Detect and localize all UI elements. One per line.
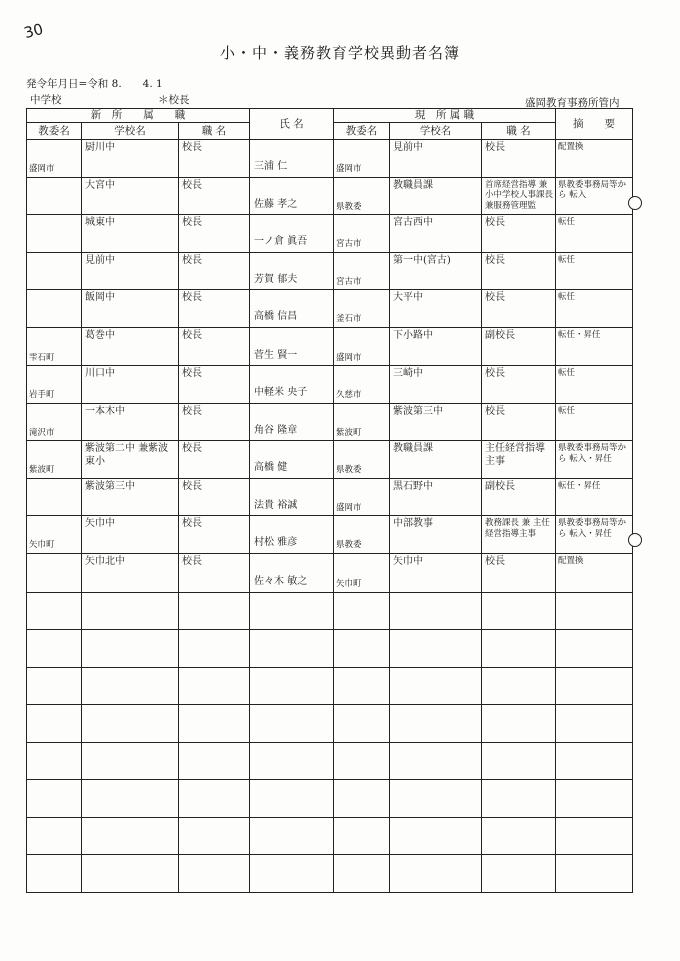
current-board-cell-text: 盛岡市 xyxy=(336,164,362,175)
current-position-cell xyxy=(482,327,556,366)
blank-table-row xyxy=(27,742,633,780)
remarks-cell-text: 県教委事務局等から 転入・昇任 xyxy=(558,443,627,465)
remarks-cell xyxy=(556,366,633,404)
table-row xyxy=(27,140,633,178)
new-school-cell xyxy=(82,327,179,366)
blank-cell xyxy=(390,592,482,630)
blank-table-row xyxy=(27,705,633,743)
blank-cell xyxy=(250,592,334,630)
school-level-label: 中学校 xyxy=(30,94,62,106)
new-position-cell-text: 校長 xyxy=(182,368,202,380)
new-school-cell xyxy=(82,177,179,215)
new-position-cell-text: 校長 xyxy=(182,555,202,567)
current-board-cell xyxy=(334,327,390,366)
remarks-cell-text: 転任 xyxy=(558,254,576,265)
current-school-cell xyxy=(390,140,482,178)
new-position-cell xyxy=(179,516,250,554)
header-new-position: 職 名 xyxy=(179,123,250,140)
person-name-cell-text: 角谷 隆章 xyxy=(254,424,298,436)
table-row xyxy=(27,215,633,253)
header-current-assignment: 現 所 属 職 xyxy=(334,109,556,123)
blank-cell xyxy=(179,667,250,705)
current-position-cell-text: 校長 xyxy=(485,292,506,304)
person-name-cell xyxy=(250,403,334,441)
current-board-cell-text: 宮古市 xyxy=(336,276,362,287)
blank-cell xyxy=(556,817,633,855)
remarks-cell xyxy=(556,215,633,253)
new-school-cell-text: 川口中 xyxy=(85,368,115,380)
current-school-cell-text: 三崎中 xyxy=(393,368,424,380)
current-board-cell-text: 釜石市 xyxy=(336,314,362,325)
blank-cell xyxy=(250,855,334,893)
new-board-cell xyxy=(27,177,82,215)
table-row xyxy=(27,327,633,366)
blank-cell xyxy=(82,742,179,780)
current-board-cell xyxy=(334,516,390,554)
blank-cell xyxy=(556,630,633,668)
table-row xyxy=(27,403,633,441)
current-position-cell xyxy=(482,441,556,479)
person-name-cell xyxy=(250,553,334,592)
blank-cell xyxy=(82,592,179,630)
blank-cell xyxy=(250,705,334,743)
current-school-cell-text: 第一中(宮古) xyxy=(393,254,451,266)
new-board-cell xyxy=(27,140,82,178)
new-board-cell-text: 紫波町 xyxy=(29,465,55,476)
blank-cell xyxy=(556,742,633,780)
new-school-cell-text: 矢巾中 xyxy=(85,518,115,530)
person-name-cell xyxy=(250,516,334,554)
blank-cell xyxy=(482,855,556,893)
current-board-cell xyxy=(334,403,390,441)
new-school-cell xyxy=(82,516,179,554)
remarks-cell xyxy=(556,403,633,441)
table-row xyxy=(27,478,633,516)
new-school-cell-text: 大宮中 xyxy=(85,179,115,191)
person-name-cell xyxy=(250,327,334,366)
new-school-cell-text: 一本木中 xyxy=(85,405,125,417)
current-position-cell xyxy=(482,516,556,554)
new-school-cell-text: 葛巻中 xyxy=(85,329,115,341)
person-name-cell-text: 高橋 信昌 xyxy=(254,311,298,323)
blank-cell xyxy=(390,630,482,668)
current-position-cell-text: 主任経営指導主事 xyxy=(485,443,546,467)
blank-cell xyxy=(334,742,390,780)
blank-cell xyxy=(556,667,633,705)
current-board-cell xyxy=(334,177,390,215)
new-board-cell-text: 雫石町 xyxy=(29,352,55,363)
table-row xyxy=(27,553,633,592)
page-number-mark: 30 xyxy=(21,19,46,43)
current-school-cell xyxy=(390,290,482,328)
new-school-cell-text: 紫波第三中 xyxy=(85,480,135,492)
current-school-cell xyxy=(390,441,482,479)
new-school-cell xyxy=(82,215,179,253)
current-board-cell-text: 県教委 xyxy=(336,465,362,476)
new-school-cell xyxy=(82,366,179,404)
header-remarks: 摘 要 xyxy=(556,109,633,140)
blank-cell xyxy=(390,742,482,780)
remarks-cell xyxy=(556,478,633,516)
blank-cell xyxy=(482,667,556,705)
remarks-cell xyxy=(556,140,633,178)
new-board-cell xyxy=(27,553,82,592)
new-position-cell-text: 校長 xyxy=(182,292,202,304)
person-name-cell xyxy=(250,478,334,516)
current-position-cell xyxy=(482,553,556,592)
blank-cell xyxy=(179,742,250,780)
current-school-cell xyxy=(390,478,482,516)
current-school-cell-text: 見前中 xyxy=(393,142,424,154)
new-position-cell xyxy=(179,441,250,479)
current-school-cell xyxy=(390,252,482,290)
blank-cell xyxy=(82,630,179,668)
blank-table-row xyxy=(27,780,633,818)
current-school-cell-text: 宮古西中 xyxy=(393,217,434,229)
blank-cell xyxy=(556,780,633,818)
current-school-cell xyxy=(390,366,482,404)
remarks-cell-text: 転任 xyxy=(558,217,576,228)
blank-cell xyxy=(250,667,334,705)
office-label: 盛岡教育事務所管内 xyxy=(525,97,620,109)
new-position-cell xyxy=(179,177,250,215)
new-position-cell xyxy=(179,290,250,328)
remarks-cell xyxy=(556,177,633,215)
person-name-cell xyxy=(250,215,334,253)
remarks-cell xyxy=(556,516,633,554)
new-position-cell-text: 校長 xyxy=(182,142,202,154)
current-position-cell-text: 教務課長 兼 主任経営指導主事 xyxy=(485,518,550,540)
blank-cell xyxy=(179,855,250,893)
current-board-cell-text: 盛岡市 xyxy=(336,502,362,513)
table-row xyxy=(27,366,633,404)
current-school-cell xyxy=(390,553,482,592)
remarks-cell xyxy=(556,553,633,592)
current-position-cell xyxy=(482,252,556,290)
header-new-assignment: 新 所 属 職 xyxy=(27,109,250,123)
new-school-cell-text: 矢巾北中 xyxy=(85,555,125,567)
blank-cell xyxy=(82,780,179,818)
person-name-cell-text: 村松 雅彦 xyxy=(254,537,298,549)
new-position-cell-text: 校長 xyxy=(182,217,202,229)
blank-table-row xyxy=(27,817,633,855)
blank-cell xyxy=(250,742,334,780)
new-school-cell-text: 飯岡中 xyxy=(85,292,115,304)
person-name-cell-text: 菅生 賢一 xyxy=(254,349,298,361)
remarks-cell-text: 県教委事務局等から 転入 xyxy=(558,179,627,201)
blank-cell xyxy=(27,742,82,780)
blank-cell xyxy=(482,817,556,855)
current-position-cell xyxy=(482,366,556,404)
header-current-school: 学校名 xyxy=(390,123,482,140)
blank-cell xyxy=(82,817,179,855)
blank-cell xyxy=(27,630,82,668)
new-school-cell-text: 見前中 xyxy=(85,254,115,266)
person-name-cell-text: 中軽米 央子 xyxy=(254,387,308,399)
blank-cell xyxy=(482,630,556,668)
current-school-cell-text: 矢巾中 xyxy=(393,555,424,567)
new-school-cell xyxy=(82,252,179,290)
blank-cell xyxy=(27,705,82,743)
person-name-cell xyxy=(250,290,334,328)
new-position-cell-text: 校長 xyxy=(182,179,202,191)
header-current-position: 職 名 xyxy=(482,123,556,140)
blank-table-row xyxy=(27,630,633,668)
blank-cell xyxy=(179,817,250,855)
blank-cell xyxy=(334,630,390,668)
new-school-cell-text: 城東中 xyxy=(85,217,115,229)
blank-cell xyxy=(82,855,179,893)
remarks-cell-text: 転任 xyxy=(558,368,576,379)
blank-cell xyxy=(556,855,633,893)
blank-cell xyxy=(482,742,556,780)
blank-cell xyxy=(334,817,390,855)
person-name-cell xyxy=(250,252,334,290)
current-school-cell-text: 教職員課 xyxy=(393,179,434,191)
current-board-cell xyxy=(334,252,390,290)
current-school-cell-text: 教職員課 xyxy=(393,443,434,455)
new-position-cell-text: 校長 xyxy=(182,329,202,341)
new-position-cell-text: 校長 xyxy=(182,518,202,530)
blank-cell xyxy=(250,780,334,818)
person-name-cell-text: 一ノ倉 眞吾 xyxy=(254,236,308,248)
blank-cell xyxy=(334,855,390,893)
blank-cell xyxy=(482,592,556,630)
blank-cell xyxy=(27,780,82,818)
current-board-cell-text: 矢巾町 xyxy=(336,578,362,589)
new-board-cell-text: 岩手町 xyxy=(29,390,55,401)
new-position-cell-text: 校長 xyxy=(182,480,202,492)
blank-table-row xyxy=(27,667,633,705)
current-position-cell-text: 校長 xyxy=(485,217,506,229)
remarks-cell xyxy=(556,441,633,479)
blank-cell xyxy=(390,780,482,818)
new-board-cell xyxy=(27,478,82,516)
new-position-cell xyxy=(179,252,250,290)
new-school-cell xyxy=(82,553,179,592)
current-board-cell-text: 県教委 xyxy=(336,201,362,212)
remarks-cell xyxy=(556,327,633,366)
blank-cell xyxy=(250,630,334,668)
table-row xyxy=(27,252,633,290)
blank-cell xyxy=(27,855,82,893)
current-school-cell xyxy=(390,403,482,441)
new-board-cell-text: 盛岡市 xyxy=(29,164,55,175)
person-name-cell-text: 法貴 裕誠 xyxy=(254,499,298,511)
current-school-cell xyxy=(390,215,482,253)
new-board-cell xyxy=(27,441,82,479)
blank-cell xyxy=(390,855,482,893)
current-school-cell xyxy=(390,516,482,554)
current-school-cell-text: 中部教事 xyxy=(393,518,434,530)
new-board-cell xyxy=(27,290,82,328)
new-position-cell-text: 校長 xyxy=(182,443,202,455)
current-board-cell xyxy=(334,441,390,479)
new-board-cell xyxy=(27,516,82,554)
current-school-cell xyxy=(390,177,482,215)
current-school-cell-text: 下小路中 xyxy=(393,329,434,341)
blank-cell xyxy=(179,592,250,630)
new-school-cell xyxy=(82,441,179,479)
current-position-cell-text: 校長 xyxy=(485,254,506,266)
blank-cell xyxy=(556,592,633,630)
blank-cell xyxy=(334,780,390,818)
current-board-cell-text: 宮古市 xyxy=(336,239,362,250)
remarks-cell-text: 転任 xyxy=(558,405,576,416)
current-position-cell xyxy=(482,290,556,328)
blank-cell xyxy=(179,780,250,818)
issue-date: 発令年月日=令和 8. 4. 1 xyxy=(26,78,163,90)
new-position-cell xyxy=(179,215,250,253)
position-note: ＊校長 xyxy=(158,94,190,106)
new-position-cell xyxy=(179,366,250,404)
current-board-cell xyxy=(334,215,390,253)
person-name-cell-text: 佐藤 孝之 xyxy=(254,198,298,210)
new-position-cell xyxy=(179,478,250,516)
person-name-cell xyxy=(250,441,334,479)
new-school-cell-text: 紫波第二中 兼紫波東小 xyxy=(85,443,169,467)
person-name-cell xyxy=(250,366,334,404)
remarks-cell-text: 転任・昇任 xyxy=(558,480,601,491)
new-school-cell xyxy=(82,478,179,516)
current-board-cell xyxy=(334,553,390,592)
current-position-cell-text: 副校長 xyxy=(485,329,516,341)
blank-cell xyxy=(556,705,633,743)
blank-cell xyxy=(390,705,482,743)
transfer-roster-table xyxy=(26,108,633,893)
current-position-cell-text: 校長 xyxy=(485,142,506,154)
current-board-cell xyxy=(334,290,390,328)
blank-cell xyxy=(390,817,482,855)
person-name-cell-text: 三浦 仁 xyxy=(254,161,288,173)
new-school-cell xyxy=(82,403,179,441)
remarks-cell-text: 転任 xyxy=(558,292,576,303)
current-board-cell-text: 紫波町 xyxy=(336,427,362,438)
table-row xyxy=(27,516,633,554)
current-position-cell xyxy=(482,215,556,253)
blank-cell xyxy=(482,705,556,743)
remarks-cell-text: 転任・昇任 xyxy=(558,329,601,340)
current-position-cell xyxy=(482,177,556,215)
current-position-cell xyxy=(482,403,556,441)
blank-cell xyxy=(179,705,250,743)
blank-cell xyxy=(334,705,390,743)
current-board-cell xyxy=(334,478,390,516)
punch-hole-top xyxy=(628,196,642,210)
new-position-cell xyxy=(179,553,250,592)
new-board-cell xyxy=(27,366,82,404)
blank-cell xyxy=(82,667,179,705)
header-new-school: 学校名 xyxy=(82,123,179,140)
current-school-cell xyxy=(390,327,482,366)
new-board-cell-text: 矢巾町 xyxy=(29,540,55,551)
current-position-cell xyxy=(482,478,556,516)
remarks-cell xyxy=(556,290,633,328)
blank-cell xyxy=(179,630,250,668)
person-name-cell-text: 高橋 健 xyxy=(254,462,288,474)
current-school-cell-text: 大平中 xyxy=(393,292,424,304)
current-school-cell-text: 黒石野中 xyxy=(393,480,434,492)
blank-cell xyxy=(334,667,390,705)
blank-table-row xyxy=(27,855,633,893)
header-current-board: 教委名 xyxy=(334,123,390,140)
header-name: 氏 名 xyxy=(250,109,334,140)
new-position-cell-text: 校長 xyxy=(182,405,202,417)
person-name-cell-text: 佐々木 敏之 xyxy=(254,576,308,588)
new-school-cell xyxy=(82,140,179,178)
current-position-cell-text: 校長 xyxy=(485,555,506,567)
new-board-cell xyxy=(27,215,82,253)
remarks-cell-text: 配置換 xyxy=(558,142,584,153)
remarks-cell-text: 県教委事務局等から 転入・昇任 xyxy=(558,518,627,540)
person-name-cell xyxy=(250,177,334,215)
current-board-cell-text: 盛岡市 xyxy=(336,352,362,363)
table-row xyxy=(27,441,633,479)
blank-cell xyxy=(82,705,179,743)
new-board-cell-text: 滝沢市 xyxy=(29,427,55,438)
blank-cell xyxy=(334,592,390,630)
person-name-cell xyxy=(250,140,334,178)
current-school-cell-text: 紫波第三中 xyxy=(393,405,444,417)
new-board-cell xyxy=(27,403,82,441)
header-new-board: 教委名 xyxy=(27,123,82,140)
remarks-cell xyxy=(556,252,633,290)
new-school-cell xyxy=(82,290,179,328)
punch-hole-bottom xyxy=(628,533,642,547)
document-title: 小・中・義務教育学校異動者名簿 xyxy=(219,44,460,62)
new-school-cell-text: 厨川中 xyxy=(85,142,115,154)
new-position-cell xyxy=(179,327,250,366)
blank-table-row xyxy=(27,592,633,630)
current-position-cell-text: 首席経営指導 兼 小中学校人事課長 兼服務管理監 xyxy=(485,179,554,211)
blank-cell xyxy=(27,817,82,855)
current-position-cell-text: 校長 xyxy=(485,368,506,380)
new-position-cell xyxy=(179,403,250,441)
blank-cell xyxy=(27,592,82,630)
blank-cell xyxy=(390,667,482,705)
table-row xyxy=(27,177,633,215)
person-name-cell-text: 芳賀 郁夫 xyxy=(254,273,298,285)
current-board-cell-text: 久慈市 xyxy=(336,390,362,401)
new-board-cell xyxy=(27,252,82,290)
blank-cell xyxy=(27,667,82,705)
remarks-cell-text: 配置換 xyxy=(558,555,584,566)
new-board-cell xyxy=(27,327,82,366)
current-position-cell-text: 副校長 xyxy=(485,480,516,492)
current-board-cell xyxy=(334,140,390,178)
current-board-cell-text: 県教委 xyxy=(336,540,362,551)
table-row xyxy=(27,290,633,328)
new-position-cell xyxy=(179,140,250,178)
current-position-cell-text: 校長 xyxy=(485,405,506,417)
current-position-cell xyxy=(482,140,556,178)
current-board-cell xyxy=(334,366,390,404)
blank-cell xyxy=(482,780,556,818)
blank-cell xyxy=(250,817,334,855)
new-position-cell-text: 校長 xyxy=(182,254,202,266)
